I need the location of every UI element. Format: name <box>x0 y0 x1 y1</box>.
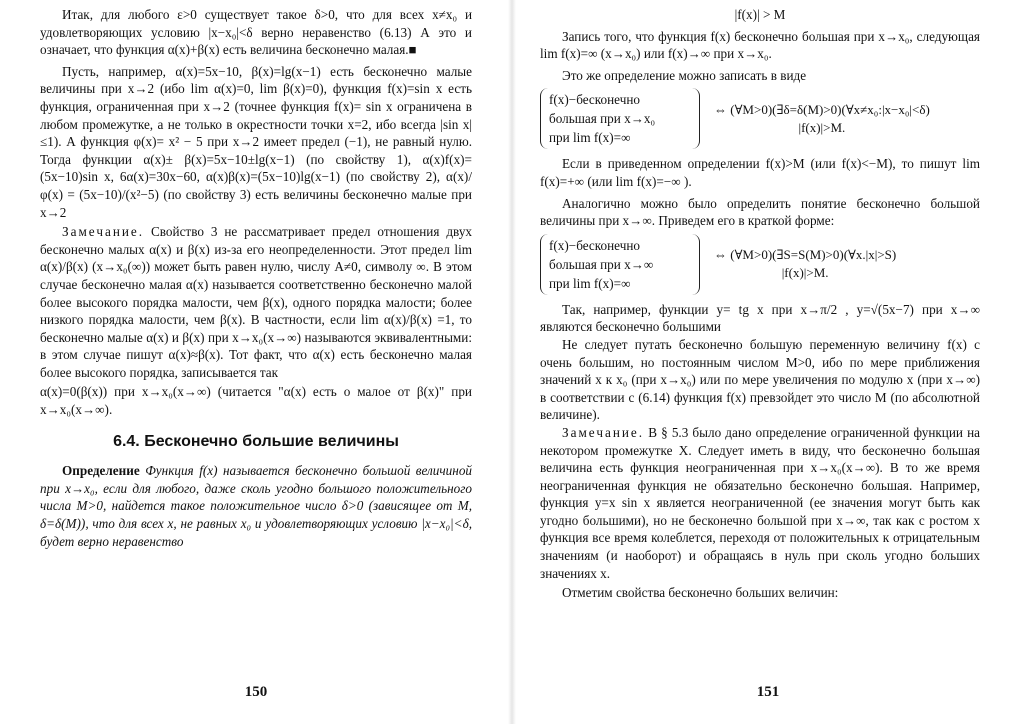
remark-label: Замечание. <box>62 224 145 240</box>
paragraph: Не следует путать бесконечно большую переменную величину f(x) с очень большим, но постоянным числом M>0, ибо по мере приближения значений x к x₀ (при x→x₀) или по мере увеличения по модулю x (при x→∞) в соответствии с (6.14) функция f(x) превзойдет это число M (по абсолютной величине). <box>540 336 980 423</box>
system-line: большая при x→∞ <box>549 256 654 272</box>
page-number: 151 <box>756 684 780 700</box>
system-brace <box>540 88 700 149</box>
paragraph: Это же определение можно записать в виде <box>562 67 807 83</box>
page-number: 150 <box>244 684 268 700</box>
paragraph: Запись того, что функция f(x) бесконечно большая при x→x₀, следующая lim f(x)=∞ (x→x₀) или f(x)→∞ при x→x₀. <box>540 28 980 62</box>
paragraph: Если в приведенном определении f(x)>M (или f(x)<−M), то пишут lim f(x)=+∞ (или lim f(x)=−∞ ). <box>540 156 980 189</box>
paragraph: α(x)=0(β(x)) при x→x₀(x→∞) (читается "α(x) есть о малое от β(x)" при x→x₀(x→∞). <box>40 384 472 418</box>
right-page <box>512 0 1024 724</box>
definition-paragraph <box>40 462 472 550</box>
remark-text: Свойство 3 не рассматривает предел отношения двух бесконечно малых α(x) и β(x) из-за его неопределенности. Этот предел lim α(x)/β(x) (x→x₀(∞)) может быть равен нулю, числу A≠0, символу ∞. В этом случае бесконечно малая α(x) называется соответственно бесконечно малой более высокого порядка малости, чем β(x), одного порядка малости; более низкого порядка малости, чем β(x). В частности, если lim α(x)/β(x) =1, то бесконечно малые α(x) и β(x) при x→x₀(x→∞) называются эквивалентными: в этом случае пишут α(x)≈β(x). Тот факт, что α(x) есть бесконечно малая более высокого порядка, записывается так <box>40 224 473 380</box>
condition-line: |f(x)|>M. <box>798 119 846 135</box>
left-column <box>40 6 472 550</box>
paragraph: Итак, для любого ε>0 существует такое δ>0, что для всех x≠x₀ и удовлетворяющих условию |x−x₀|<δ верно неравенство (6.13) А это и означает, что функция α(x)+β(x) есть величина бесконечно малая.■ <box>40 7 472 58</box>
system-line: при lim f(x)=∞ <box>549 275 631 291</box>
definition-label: Определение <box>62 463 140 479</box>
paragraph: Отметим свойства бесконечно больших величин: <box>562 585 839 601</box>
system-line: большая при x→x₀ <box>549 111 656 127</box>
condition-line: |f(x)|>M. <box>781 265 829 281</box>
definition-system-2 <box>540 234 980 295</box>
remark-paragraph <box>40 223 472 381</box>
system-condition <box>700 101 930 137</box>
definition-text: Функция f(x) называется бесконечно большой величиной при x→x₀, если для любого, даже сколь угодно большого положительного числа M>0, найдется такое положительное число δ>0 (зависящее от M, δ=δ(M)), что для всех x, не равных x₀ и удовлетворяющих условию |x−x₀|<δ, будет верно неравенство <box>40 463 473 549</box>
system-line: f(x)−бесконечно <box>549 92 640 108</box>
remark-paragraph <box>540 424 980 582</box>
right-column <box>540 6 980 602</box>
system-brace <box>540 234 700 295</box>
remark-label: Замечание. <box>562 424 645 440</box>
paragraph: Так, например, функции y= tg x при x→π/2 , y=√(5x−7) при x→∞ являются бесконечно большими <box>540 301 980 335</box>
system-line: при lim f(x)=∞ <box>549 130 631 146</box>
section-title: 6.4. Бесконечно большие величины <box>113 432 399 450</box>
system-condition <box>700 246 896 282</box>
equation: |f(x)| > M <box>734 7 786 22</box>
paragraph: Аналогично можно было определить понятие бесконечно большой величины при x→∞. Приведем его в краткой форме: <box>540 195 980 229</box>
condition-line: ⇔ (∀M>0)(∃S=S(M)>0)(∀x.|x|>S) <box>714 247 897 263</box>
condition-line: ⇔ (∀M>0)(∃δ=δ(M)>0)(∀x≠x₀:|x−x₀|<δ) <box>714 101 930 117</box>
remark-text: В § 5.3 было дано определение ограниченной функции на некотором промежутке X. Следует иметь в виду, что бесконечно большая величина есть функция неограниченная при x→x₀(x→∞). В то же время неограниченная функция не обязательно бесконечно большая. Например, функция y=x sin x является неограниченной (ее значения могут быть как угодно большими), но не бесконечно большой при x→∞, так как с ростом x функция все время колеблется, переходя от положительных к отрицательным значениям (и наоборот) и обращаясь в нуль при сколь угодно больших значениях x. <box>540 424 981 581</box>
definition-system-1 <box>540 88 980 149</box>
system-line: f(x)−бесконечно <box>549 237 640 253</box>
paragraph: Пусть, например, α(x)=5x−10, β(x)=lg(x−1) есть бесконечно малые величины при x→2 (ибо lim α(x)=0, lim β(x)=0), функция f(x)=sin x есть функция, ограниченная при x→2 (точнее функция f(x)= sin x ограничена в любом промежутке, а не только в окрестности точки x=2, ибо всегда |sin x|≤1). А функция φ(x)= x² − 5 при x→2 имеет предел (−1), не равный нулю. Тогда функции α(x)± β(x)=5x−10±lg(x−1) (по свойству 1), α(x)f(x)=(5x−10)sin x, 6α(x)=30x−60, α(x)β(x)=(5x−10)lg(x−1) (по свойству 2), α(x)/φ(x) = (5x−10)/(x²−5) (по свойству 3) есть величины бесконечно малые при x→2 <box>40 63 472 220</box>
